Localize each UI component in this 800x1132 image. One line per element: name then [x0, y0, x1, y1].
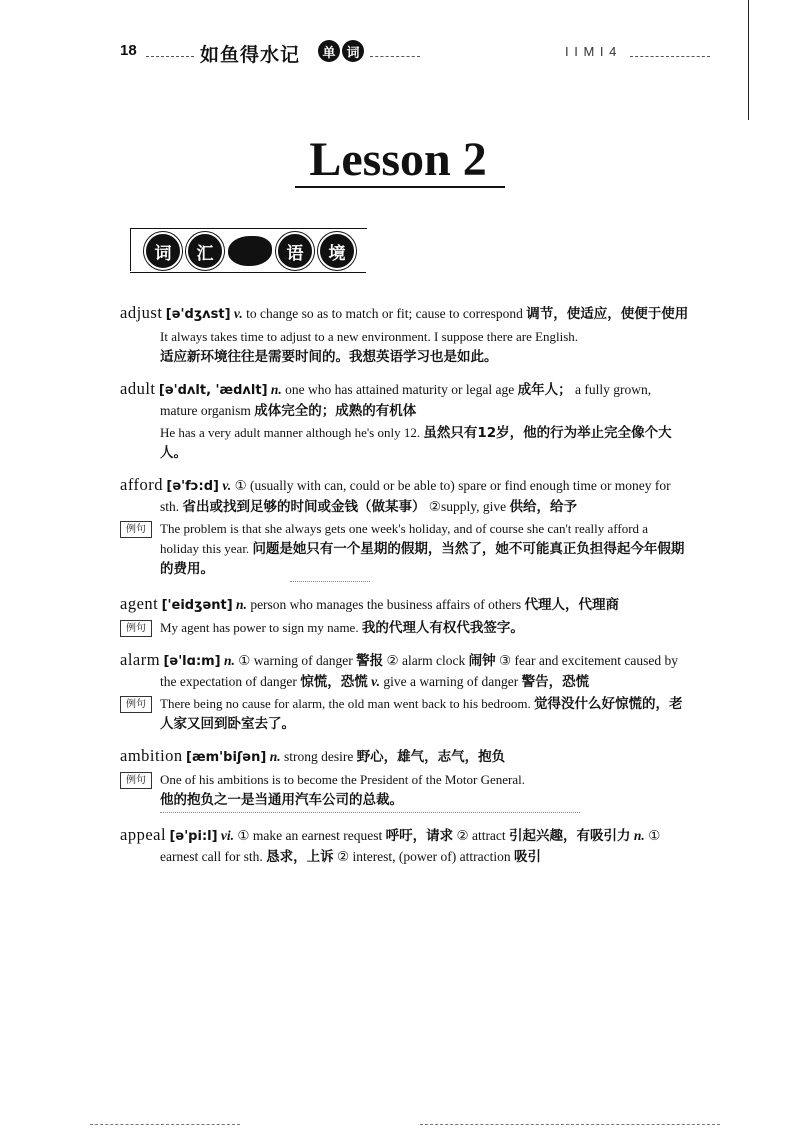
part-of-speech-2: v.	[371, 674, 380, 689]
definition-cn-2: 闹钟	[468, 653, 496, 669]
example	[120, 423, 690, 463]
phonetic: [ə'pi:l]	[169, 829, 218, 844]
part-of-speech: v.	[222, 478, 232, 493]
definition-en-3: ① earnest call for sth.	[160, 828, 661, 864]
header-code: I I M I 4	[565, 44, 618, 59]
definition-cn-2: 供给，给予	[509, 499, 577, 515]
vocab-entry-agent	[120, 594, 690, 638]
lesson-title: Lesson 2	[309, 133, 487, 186]
definition-cn: 省出或找到足够的时间或金钱（做某事）	[182, 499, 426, 515]
vocab-entry-adult	[120, 379, 690, 463]
definition-en: ① (usually with can, could or be able to) spare or find enough time or money for sth.	[160, 478, 671, 514]
headword: agent	[120, 594, 159, 613]
definition-cn-3: 惊慌，恐慌	[300, 674, 368, 690]
vocab-entry-ambition	[120, 746, 690, 813]
vocab-entry-afford	[120, 475, 690, 582]
phonetic: [ə'lɑ:m]	[163, 654, 221, 669]
example-cn: 他的抱负之一是当通用汽车公司的总裁。	[160, 792, 403, 808]
definition-en: one who has attained maturity or legal age	[285, 382, 515, 397]
headword: adjust	[120, 303, 163, 322]
example-tag: 例句	[120, 696, 152, 713]
definition-cn: 警报	[356, 653, 384, 669]
part-of-speech: n.	[236, 597, 247, 612]
part-of-speech: n.	[269, 749, 281, 764]
phonetic: ['eidʒənt]	[161, 598, 233, 613]
definition-en-2: ②supply, give	[428, 499, 507, 514]
example-tag: 例句	[120, 521, 152, 538]
header-dash-right	[630, 56, 710, 57]
example-en: It always takes time to adjust to a new environment. I suppose there are English.	[160, 329, 579, 344]
title-badge: 词	[342, 40, 364, 62]
section-badge: 词	[144, 232, 182, 270]
section-badge: 汇	[186, 232, 224, 270]
definition-cn: 野心，雄气，志气，抱负	[356, 749, 506, 765]
example-en: The problem is that she always gets one week's holiday, and of course she can't really afford a holiday this year.	[160, 521, 649, 556]
definition-cn: 调节，使适应，使便于使用	[526, 306, 689, 322]
entry-definition	[120, 825, 690, 867]
part-of-speech: n.	[270, 382, 282, 397]
example-en: My agent has power to sign my name.	[160, 620, 359, 635]
definition-cn: 代理人，代理商	[524, 597, 619, 613]
vocabulary-list	[120, 303, 690, 879]
phonetic: [ə'dʌlt, 'ædʌlt]	[158, 383, 268, 398]
example-en: There being no cause for alarm, the old man went back to his bedroom.	[160, 696, 531, 711]
headword: appeal	[120, 825, 167, 844]
section-badge: 语	[276, 232, 314, 270]
running-header	[0, 40, 800, 70]
example-cn: 我的代理人有权代我签字。	[361, 620, 524, 636]
title-underline	[295, 186, 505, 188]
header-dash-middle	[370, 56, 420, 57]
entry-definition	[120, 746, 690, 768]
definition-cn-3: 恳求，上诉	[266, 849, 334, 865]
example-cn: 虽然只有12岁，他的行为举止完全像个大人。	[160, 425, 672, 461]
entry-definition	[120, 650, 690, 692]
headword: alarm	[120, 650, 161, 669]
example	[120, 618, 690, 638]
part-of-speech: vi.	[220, 828, 235, 843]
definition-en-4: ② interest, (power of) attraction	[336, 849, 511, 864]
title-badge: 单	[318, 40, 340, 62]
example-cn: 问题是她只有一个星期的假期，当然了，她不可能真正负担得起今年假期的费用。	[160, 541, 685, 577]
dotted-separator	[290, 581, 370, 582]
example	[120, 770, 690, 810]
definition-cn-2: 引起兴趣，有吸引力	[509, 828, 631, 844]
definition-en-2: ② alarm clock	[386, 653, 466, 668]
example	[120, 694, 690, 734]
definition-en: person who manages the business affairs of others	[250, 597, 522, 612]
vocab-entry-adjust	[120, 303, 690, 367]
definition-cn-4: 警告，恐慌	[521, 674, 590, 690]
footer-dash-right	[420, 1124, 720, 1125]
phonetic: [ə'fɔ:d]	[166, 479, 219, 494]
example-cn: 适应新环境往往是需要时间的。我想英语学习也是如此。	[160, 349, 498, 365]
example	[120, 519, 690, 579]
definition-en: ① make an earnest request	[237, 828, 383, 843]
headword: afford	[120, 475, 164, 494]
section-underline	[130, 272, 366, 273]
section-badge: 境	[318, 232, 356, 270]
definition-cn-2: 成体完全的；成熟的有机体	[254, 403, 417, 419]
example	[120, 327, 690, 367]
example-en: One of his ambitions is to become the President of the Motor General.	[160, 772, 526, 787]
definition-cn-4: 吸引	[514, 849, 542, 865]
title-badges	[318, 40, 364, 62]
entry-definition	[120, 379, 690, 421]
definition-en: to change so as to match or fit; cause to correspond	[246, 306, 523, 321]
example-tag: 例句	[120, 772, 152, 789]
ink-blob-icon	[228, 236, 272, 266]
footer-dash-left	[90, 1124, 240, 1125]
headword: ambition	[120, 746, 183, 765]
definition-en-4: give a warning of danger	[383, 674, 519, 689]
example-cn: 觉得没什么好惊慌的，老人家又回到卧室去了。	[160, 696, 683, 732]
phonetic: [ə'dʒʌst]	[165, 307, 231, 322]
example-en: He has a very adult manner although he's only 12.	[160, 425, 421, 440]
definition-cn: 呼吁，请求	[385, 828, 454, 844]
vocab-entry-alarm	[120, 650, 690, 734]
phonetic: [æm'biʃən]	[186, 750, 267, 765]
page-number: 18	[120, 42, 137, 59]
definition-en-2: ② attract	[456, 828, 506, 843]
definition-en-3: ③ fear and excitement caused by the expectation of danger	[160, 653, 678, 689]
definition-en: strong desire	[283, 749, 354, 764]
definition-en-2: a fully grown, mature organism	[160, 382, 652, 418]
vocab-entry-appeal	[120, 825, 690, 867]
definition-cn: 成年人；	[517, 382, 572, 398]
part-of-speech-2: n.	[633, 828, 645, 843]
section-heading	[144, 232, 356, 270]
entry-definition	[120, 594, 690, 616]
header-dash-left	[146, 56, 194, 57]
dotted-separator	[160, 812, 580, 813]
definition-en: ① warning of danger	[238, 653, 353, 668]
example-tag: 例句	[120, 620, 152, 637]
entry-definition	[120, 475, 690, 517]
entry-definition	[120, 303, 690, 325]
book-title: 如鱼得水记	[200, 45, 301, 66]
headword: adult	[120, 379, 156, 398]
part-of-speech: n.	[224, 653, 235, 668]
part-of-speech: v.	[233, 306, 243, 321]
margin-line	[748, 0, 749, 120]
